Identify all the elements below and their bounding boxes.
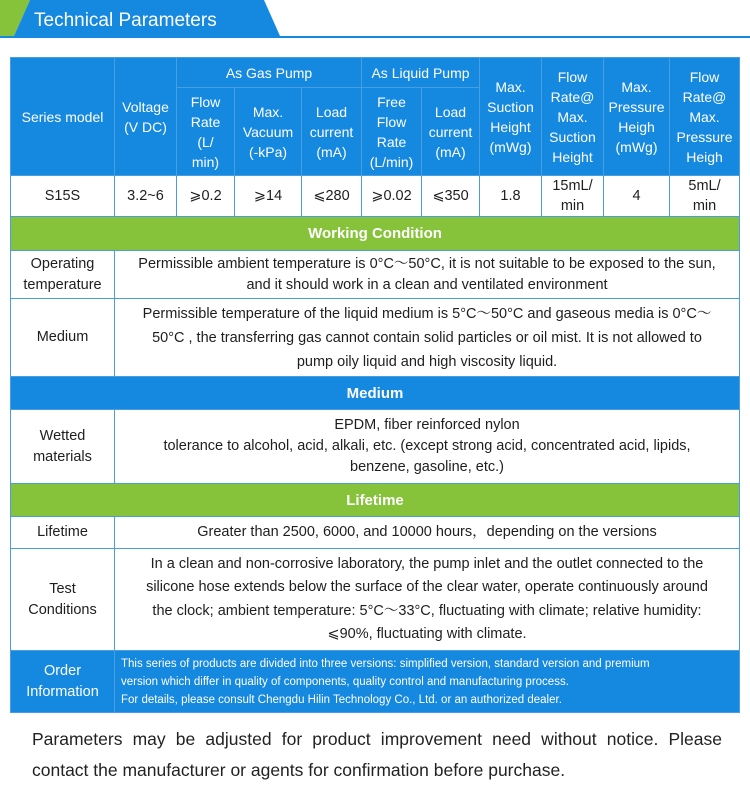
col-gas-max-vacuum: Max. Vacuum (-kPa) xyxy=(235,88,302,176)
table-row-lifetime xyxy=(11,517,740,549)
col-flow-rate-suction: Flow Rate@ Max. Suction Height xyxy=(542,58,604,176)
section-working-condition xyxy=(11,217,740,251)
page-title: Technical Parameters xyxy=(34,10,217,31)
model-suction-height: 1.8 xyxy=(480,176,542,217)
col-max-pressure: Max. Pressure Heigh (mWg) xyxy=(604,58,670,176)
row-label: Test Conditions xyxy=(11,549,115,651)
row-value: Greater than 2500, 6000, and 10000 hours，depending on the versions xyxy=(115,517,740,549)
model-liquid-flow: ⩾0.02 xyxy=(362,176,422,217)
col-gas-flow-rate: Flow Rate (L/ min) xyxy=(177,88,235,176)
table-row-test-conditions xyxy=(11,549,740,651)
model-vacuum: ⩾14 xyxy=(235,176,302,217)
col-group-liquid: As Liquid Pump xyxy=(362,58,480,88)
row-value: This series of products are divided into three versions: simplified version, standard version and premium version which differ in quality of components, quality control and manufacturing process. For details, please consult Chengdu Hilin Technology Co., Ltd. or an authorized dealer. xyxy=(115,651,740,713)
header-row-1 xyxy=(11,58,740,88)
model-gas-flow: ⩾0.2 xyxy=(177,176,235,217)
table-row-operating-temperature xyxy=(11,251,740,299)
section-title: Medium xyxy=(11,377,740,410)
section-title: Working Condition xyxy=(11,217,740,251)
table-row-order-information xyxy=(11,651,740,713)
model-liquid-current: ⩽350 xyxy=(422,176,480,217)
model-pressure: 4 xyxy=(604,176,670,217)
section-header xyxy=(0,0,750,46)
section-medium xyxy=(11,377,740,410)
col-group-gas: As Gas Pump xyxy=(177,58,362,88)
row-label: Wetted materials xyxy=(11,410,115,484)
col-max-suction-height: Max. Suction Height (mWg) xyxy=(480,58,542,176)
model-flow-pressure: 5mL/ min xyxy=(670,176,740,217)
section-lifetime xyxy=(11,484,740,517)
col-gas-load-current: Load current (mA) xyxy=(302,88,362,176)
col-voltage: Voltage (V DC) xyxy=(115,58,177,176)
parameters-table xyxy=(10,57,740,713)
row-label: Lifetime xyxy=(11,517,115,549)
model-name: S15S xyxy=(11,176,115,217)
table-row-model xyxy=(11,176,740,217)
row-value: EPDM, fiber reinforced nylon tolerance to alcohol, acid, alkali, etc. (except strong acid, concentrated acid, lipids, benzene, gasoline, etc.) xyxy=(115,410,740,484)
row-value: In a clean and non-corrosive laboratory, the pump inlet and the outlet connected to the silicone hose extends below the surface of the clear water, operate continuously around the clock; ambient temperature: 5°C～33°C, fluctuating with climate; relative humidity: ⩽90%, fluctuating with climate. xyxy=(115,549,740,651)
section-title: Lifetime xyxy=(11,484,740,517)
model-gas-current: ⩽280 xyxy=(302,176,362,217)
col-liquid-load-current: Load current (mA) xyxy=(422,88,480,176)
col-liquid-free-flow: Free Flow Rate (L/min) xyxy=(362,88,422,176)
row-label: Medium xyxy=(11,299,115,377)
model-voltage: 3.2~6 xyxy=(115,176,177,217)
col-flow-rate-pressure: Flow Rate@ Max. Pressure Heigh xyxy=(670,58,740,176)
col-series-model: Series model xyxy=(11,58,115,176)
disclaimer-note: Parameters may be adjusted for product improvement need without notice. Please contact the manufacturer or agents for confirmation before purchase. xyxy=(32,729,722,780)
table-row-medium xyxy=(11,299,740,377)
model-flow-suction: 15mL/ min xyxy=(542,176,604,217)
row-value: Permissible ambient temperature is 0°C～50°C, it is not suitable to be exposed to the sun, and it should work in a clean and ventilated environment xyxy=(115,251,740,299)
row-label: Order Information xyxy=(11,651,115,713)
table-row-wetted-materials xyxy=(11,410,740,484)
row-value: Permissible temperature of the liquid medium is 5°C～50°C and gaseous media is 0°C～ 50°C , the transferring gas cannot contain solid particles or oil mist. It is not allowed to pump oily liquid and high viscosity liquid. xyxy=(115,299,740,377)
row-label: Operating temperature xyxy=(11,251,115,299)
